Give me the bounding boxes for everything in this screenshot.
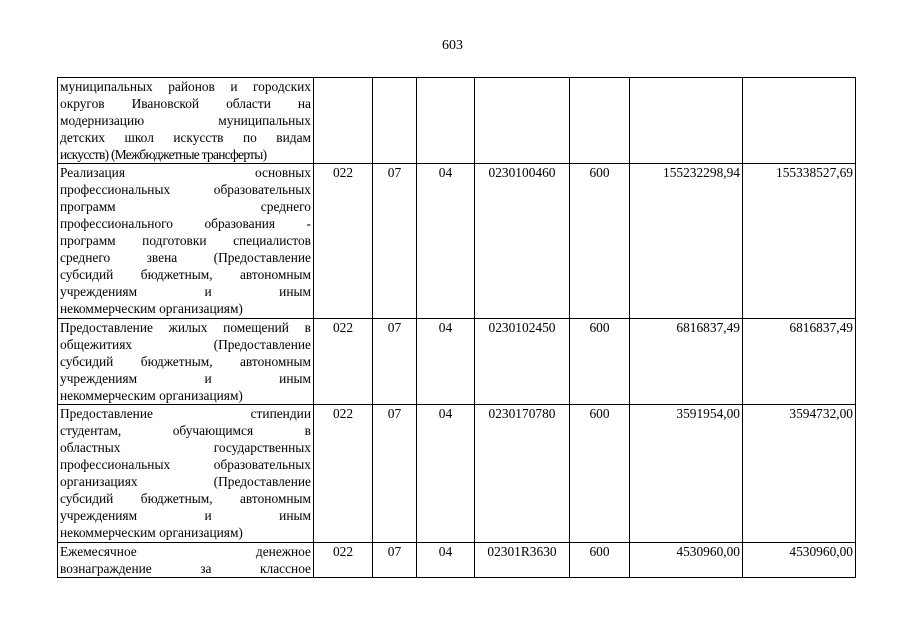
- amount-year-2: 155338527,69: [743, 164, 856, 319]
- target-article: 0230100460: [475, 164, 570, 319]
- description-line: программ среднего: [60, 199, 311, 214]
- target-article: 0230170780: [475, 405, 570, 543]
- section-code: 07: [373, 543, 417, 578]
- table-row: [58, 543, 856, 578]
- description-line: Реализация основных: [60, 165, 311, 180]
- section-code: 07: [373, 405, 417, 543]
- description-line: вознаграждение за классное: [60, 561, 311, 576]
- amount-year-1: 3591954,00: [630, 405, 743, 543]
- description-line: общежитиях (Предоставление: [60, 337, 311, 352]
- budget-table: [57, 77, 856, 578]
- description-line: организациях (Предоставление: [60, 474, 311, 489]
- description-line: областных государственных: [60, 440, 311, 455]
- description-line: детских школ искусств по видам: [60, 130, 311, 145]
- description-line: субсидий бюджетным, автономным: [60, 267, 311, 282]
- amount-year-1: [630, 78, 743, 164]
- expense-type: 600: [570, 543, 630, 578]
- description-line: учреждениям и иным: [60, 508, 311, 523]
- subsection-code: 04: [417, 319, 475, 405]
- section-code: 07: [373, 319, 417, 405]
- expense-type: 600: [570, 319, 630, 405]
- section-code: 07: [373, 164, 417, 319]
- description-line: Ежемесячное денежное: [60, 544, 311, 559]
- description-line: Предоставление жилых помещений в: [60, 320, 311, 335]
- ministry-code: 022: [314, 405, 373, 543]
- target-article: [475, 78, 570, 164]
- amount-year-2: [743, 78, 856, 164]
- description-line: студентам, обучающимся в: [60, 423, 311, 438]
- table-row: [58, 164, 856, 319]
- description-line: некоммерческим организациям): [60, 388, 243, 403]
- description-line: профессиональных образовательных: [60, 182, 311, 197]
- section-code: [373, 78, 417, 164]
- description-line: субсидий бюджетным, автономным: [60, 491, 311, 506]
- description-line: Предоставление стипендии: [60, 406, 311, 421]
- row-description: [58, 405, 314, 543]
- ministry-code: 022: [314, 164, 373, 319]
- expense-type: [570, 78, 630, 164]
- description-line: муниципальных районов и городских: [60, 79, 311, 94]
- table-row: [58, 78, 856, 164]
- expense-type: 600: [570, 164, 630, 319]
- row-description: [58, 78, 314, 164]
- row-description: [58, 164, 314, 319]
- row-description: [58, 543, 314, 578]
- description-line: профессионального образования -: [60, 216, 311, 231]
- target-article: 02301R3630: [475, 543, 570, 578]
- target-article: 0230102450: [475, 319, 570, 405]
- ministry-code: 022: [314, 543, 373, 578]
- page-number: 603: [442, 38, 463, 53]
- amount-year-2: 4530960,00: [743, 543, 856, 578]
- subsection-code: 04: [417, 164, 475, 319]
- subsection-code: 04: [417, 405, 475, 543]
- subsection-code: 04: [417, 543, 475, 578]
- table-row: [58, 319, 856, 405]
- amount-year-1: 155232298,94: [630, 164, 743, 319]
- description-line: профессиональных образовательных: [60, 457, 311, 472]
- table-row: [58, 405, 856, 543]
- description-line: программ подготовки специалистов: [60, 233, 311, 248]
- description-line: субсидий бюджетным, автономным: [60, 354, 311, 369]
- description-line: искусств) (Межбюджетные трансферты): [60, 147, 267, 162]
- description-line: модернизацию муниципальных: [60, 113, 311, 128]
- subsection-code: [417, 78, 475, 164]
- expense-type: 600: [570, 405, 630, 543]
- ministry-code: [314, 78, 373, 164]
- description-line: среднего звена (Предоставление: [60, 250, 311, 265]
- description-line: некоммерческим организациям): [60, 301, 243, 316]
- description-line: учреждениям и иным: [60, 284, 311, 299]
- amount-year-2: 3594732,00: [743, 405, 856, 543]
- amount-year-1: 6816837,49: [630, 319, 743, 405]
- amount-year-2: 6816837,49: [743, 319, 856, 405]
- description-line: учреждениям и иным: [60, 371, 311, 386]
- amount-year-1: 4530960,00: [630, 543, 743, 578]
- row-description: [58, 319, 314, 405]
- description-line: округов Ивановской области на: [60, 96, 311, 111]
- ministry-code: 022: [314, 319, 373, 405]
- description-line: некоммерческим организациям): [60, 525, 243, 540]
